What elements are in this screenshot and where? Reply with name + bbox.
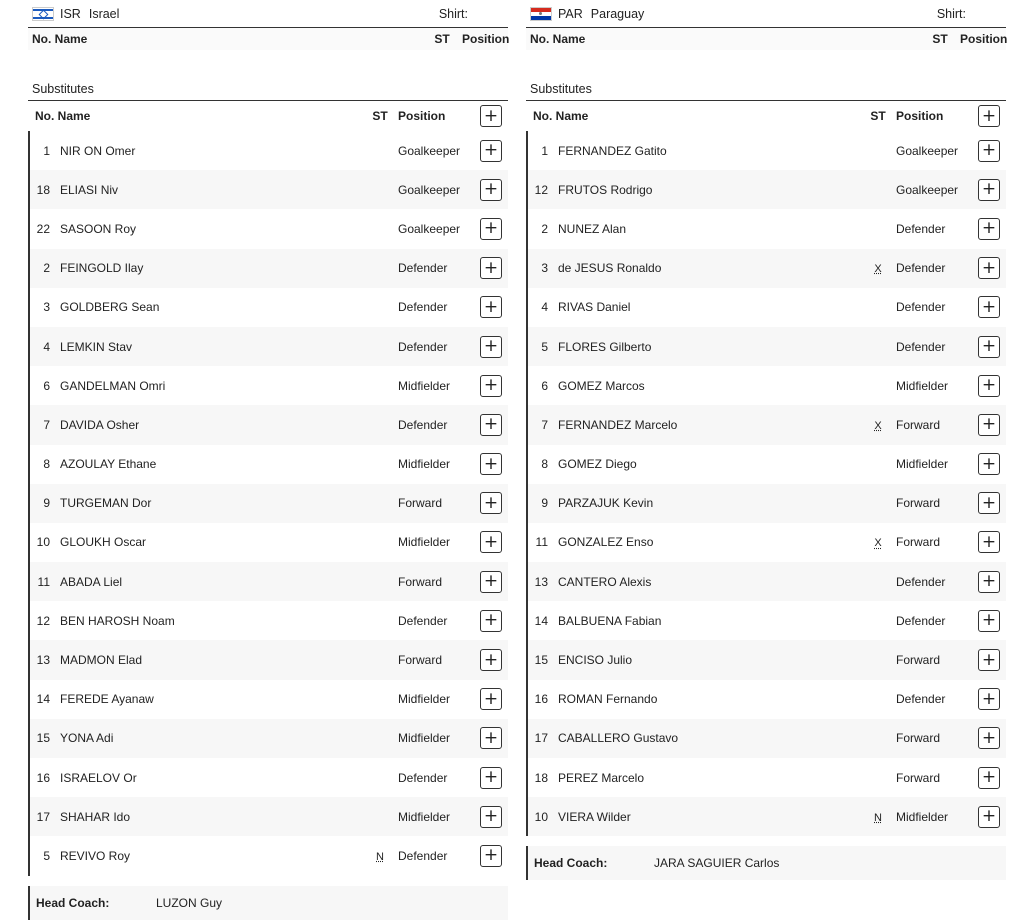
header-st: ST [932,32,948,46]
team-country: Paraguay [590,6,645,21]
player-name: GOMEZ Diego [558,457,637,472]
team-header [28,0,508,28]
player-position: Goalkeeper [896,182,959,197]
player-number: 14 [36,692,50,707]
player-number: 3 [43,300,50,315]
shirt-label: Shirt: [936,6,966,21]
player-position: Defender [398,417,448,432]
add-player-button[interactable]: + [978,492,1000,514]
player-name: NUNEZ Alan [558,221,627,236]
add-player-button[interactable]: + [480,218,502,240]
player-row [28,836,508,875]
team-panel-paraguay [526,0,1006,880]
player-row [28,445,508,484]
player-number: 10 [36,535,50,550]
add-player-button[interactable]: + [480,806,502,828]
player-number: 6 [43,378,50,393]
player-number: 13 [36,653,50,668]
player-name: TURGEMAN Dor [60,496,152,511]
player-name: SHAHAR Ido [60,809,131,824]
player-number: 2 [43,261,50,276]
add-player-button[interactable]: + [480,649,502,671]
add-player-button[interactable]: + [480,105,502,127]
add-player-button[interactable]: + [978,571,1000,593]
player-number: 16 [534,692,548,707]
player-number: 4 [541,300,548,315]
add-player-button[interactable]: + [480,257,502,279]
head-coach-row [28,886,508,920]
player-row [28,601,508,640]
player-name: FEINGOLD Ilay [60,261,144,276]
header-no-name: No. Name [35,109,91,123]
add-player-button[interactable]: + [978,105,1000,127]
player-row [526,209,1006,248]
player-position: Defender [896,221,946,236]
player-position: Defender [398,848,448,863]
player-row [526,288,1006,327]
header-st: ST [372,109,388,123]
add-player-button[interactable]: + [480,571,502,593]
coach-name: JARA SAGUIER Carlos [654,856,780,871]
player-position: Forward [896,770,941,785]
player-position: Defender [896,300,946,315]
team-panel-israel [28,0,508,920]
player-row [526,131,1006,170]
player-name: BEN HAROSH Noam [60,613,175,628]
team-code: ISR [60,6,81,21]
player-number: 2 [541,221,548,236]
add-player-button[interactable]: + [480,140,502,162]
player-position: Midfielder [398,378,451,393]
substitutes-header [526,101,1006,131]
player-name: MADMON Elad [60,653,143,668]
team-country: Israel [88,6,120,21]
player-list [28,131,508,876]
player-position: Defender [398,339,448,354]
player-position: Goalkeeper [398,182,461,197]
player-row [526,405,1006,444]
player-position: Midfielder [398,457,451,472]
player-name: GOMEZ Marcos [558,378,645,393]
player-name: ENCISO Julio [558,653,633,668]
player-position: Forward [896,653,941,668]
player-position: Forward [896,417,941,432]
player-name: FERNANDEZ Marcelo [558,417,678,432]
player-row [526,601,1006,640]
header-position: Position [896,109,944,123]
player-number: 8 [43,457,50,472]
player-number: 15 [36,731,50,746]
player-name: CABALLERO Gustavo [558,731,679,746]
player-number: 11 [535,535,548,550]
header-st: ST [434,32,450,46]
player-position: Forward [398,574,443,589]
player-number: 1 [43,143,50,158]
header-no-name: No. Name [530,32,586,46]
player-name: DAVIDA Osher [60,417,140,432]
add-player-button[interactable]: + [978,179,1000,201]
add-player-button[interactable]: + [978,531,1000,553]
player-row [526,327,1006,366]
player-position: Defender [896,692,946,707]
player-name: BALBUENA Fabian [558,613,662,628]
player-position: Defender [896,574,946,589]
header-position: Position [462,32,510,46]
lineup-header [28,28,508,50]
add-player-button[interactable]: + [978,336,1000,358]
player-name: REVIVO Roy [60,848,131,863]
player-position: Goalkeeper [398,143,461,158]
player-row [28,640,508,679]
player-number: 8 [541,457,548,472]
add-player-button[interactable]: + [978,688,1000,710]
add-player-button[interactable]: + [978,414,1000,436]
player-number: 5 [43,848,50,863]
player-position: Midfielder [398,535,451,550]
israel-flag-icon [32,7,54,21]
player-name: ABADA Liel [60,574,123,589]
player-name: FRUTOS Rodrigo [558,182,653,197]
player-position: Forward [896,535,941,550]
player-name: GANDELMAN Omri [60,378,166,393]
paraguay-flag-icon [530,7,552,21]
player-name: GOLDBERG Sean [60,300,160,315]
player-row [28,484,508,523]
player-position: Defender [398,261,448,276]
player-position: Goalkeeper [398,221,461,236]
player-row [28,758,508,797]
player-position: Forward [398,496,443,511]
player-position: Defender [398,613,448,628]
player-row [28,131,508,170]
team-header [526,0,1006,28]
starter-mark: N [874,811,882,824]
add-player-button[interactable]: + [480,414,502,436]
player-number: 18 [534,770,548,785]
add-player-button[interactable]: + [978,767,1000,789]
substitutes-header [28,101,508,131]
player-name: AZOULAY Ethane [60,457,157,472]
player-name: VIERA Wilder [558,809,631,824]
starter-mark: X [874,263,882,276]
add-player-button[interactable]: + [978,296,1000,318]
team-code: PAR [558,6,583,21]
player-row [526,680,1006,719]
player-number: 7 [541,417,548,432]
add-player-button[interactable]: + [978,649,1000,671]
player-name: FEREDE Ayanaw [60,692,154,707]
add-player-button[interactable]: + [978,218,1000,240]
player-name: ISRAELOV Or [60,770,137,785]
coach-name: LUZON Guy [156,895,223,910]
add-player-button[interactable]: + [480,767,502,789]
player-row [28,405,508,444]
player-position: Defender [896,339,946,354]
player-number: 3 [541,261,548,276]
player-name: GLOUKH Oscar [60,535,147,550]
player-number: 14 [534,613,548,628]
player-number: 22 [36,221,50,236]
player-name: YONA Adi [60,731,114,746]
player-position: Forward [896,731,941,746]
add-player-button[interactable]: + [978,257,1000,279]
player-position: Midfielder [896,809,949,824]
player-number: 17 [534,731,548,746]
player-number: 1 [541,143,548,158]
add-player-button[interactable]: + [480,179,502,201]
player-row [28,562,508,601]
player-name: FLORES Gilberto [558,339,652,354]
player-row [28,680,508,719]
player-name: GONZALEZ Enso [558,535,654,550]
player-name: SASOON Roy [60,221,137,236]
player-number: 7 [43,417,50,432]
player-list [526,131,1006,836]
header-st: ST [870,109,886,123]
player-number: 18 [36,182,50,197]
header-no-name: No. Name [32,32,88,46]
player-row [526,366,1006,405]
starter-mark: X [874,419,882,432]
player-row [526,640,1006,679]
add-player-button[interactable]: + [480,727,502,749]
player-row [526,484,1006,523]
starter-mark: X [874,537,882,550]
player-number: 6 [541,378,548,393]
player-position: Midfielder [398,731,451,746]
player-position: Defender [896,613,946,628]
player-row [28,719,508,758]
add-player-button[interactable]: + [978,727,1000,749]
player-name: LEMKIN Stav [60,339,133,354]
player-name: CANTERO Alexis [558,574,652,589]
add-player-button[interactable]: + [480,845,502,867]
player-number: 4 [43,339,50,354]
player-position: Defender [398,300,448,315]
player-number: 9 [541,496,548,511]
header-no-name: No. Name [533,109,589,123]
player-row [526,445,1006,484]
player-position: Forward [896,496,941,511]
lineup-header [526,28,1006,50]
player-row [28,170,508,209]
add-player-button[interactable]: + [978,806,1000,828]
player-position: Forward [398,653,443,668]
player-number: 10 [534,809,548,824]
player-position: Midfielder [398,809,451,824]
starter-mark: N [376,850,384,863]
player-row [28,327,508,366]
head-coach-row [526,846,1006,880]
player-number: 16 [36,770,50,785]
player-row [28,797,508,836]
player-number: 11 [37,574,50,589]
player-name: RIVAS Daniel [558,300,631,315]
player-position: Midfielder [398,692,451,707]
header-position: Position [960,32,1008,46]
add-player-button[interactable]: + [480,375,502,397]
header-position: Position [398,109,446,123]
player-name: PEREZ Marcelo [558,770,645,785]
add-player-button[interactable]: + [480,688,502,710]
player-number: 15 [534,653,548,668]
player-row [526,523,1006,562]
add-player-button[interactable]: + [480,531,502,553]
player-position: Defender [896,261,946,276]
add-player-button[interactable]: + [480,492,502,514]
player-name: FERNANDEZ Gatito [558,143,667,158]
player-name: ELIASI Niv [60,182,119,197]
player-row [28,288,508,327]
player-row [526,562,1006,601]
player-position: Midfielder [896,378,949,393]
coach-label: Head Coach: [36,895,110,910]
player-position: Defender [398,770,448,785]
player-row [28,249,508,288]
player-number: 9 [43,496,50,511]
player-position: Goalkeeper [896,143,959,158]
player-number: 13 [534,574,548,589]
add-player-button[interactable]: + [978,453,1000,475]
player-number: 12 [534,182,548,197]
player-number: 17 [36,809,50,824]
shirt-label: Shirt: [438,6,468,21]
player-name: PARZAJUK Kevin [558,496,654,511]
substitutes-title: Substitutes [526,78,1006,101]
player-number: 5 [541,339,548,354]
player-row [28,523,508,562]
add-player-button[interactable]: + [480,453,502,475]
player-position: Midfielder [896,457,949,472]
player-row [526,758,1006,797]
player-row [28,366,508,405]
add-player-button[interactable]: + [978,610,1000,632]
player-row [526,719,1006,758]
add-player-button[interactable]: + [480,336,502,358]
player-name: ROMAN Fernando [558,692,658,707]
coach-label: Head Coach: [534,856,608,871]
add-player-button[interactable]: + [480,610,502,632]
player-row [526,797,1006,836]
add-player-button[interactable]: + [480,296,502,318]
add-player-button[interactable]: + [978,140,1000,162]
player-row [28,209,508,248]
add-player-button[interactable]: + [978,375,1000,397]
player-name: de JESUS Ronaldo [558,261,662,276]
player-row [526,249,1006,288]
player-number: 12 [36,613,50,628]
substitutes-title: Substitutes [28,78,508,101]
player-name: NIR ON Omer [60,143,136,158]
player-row [526,170,1006,209]
